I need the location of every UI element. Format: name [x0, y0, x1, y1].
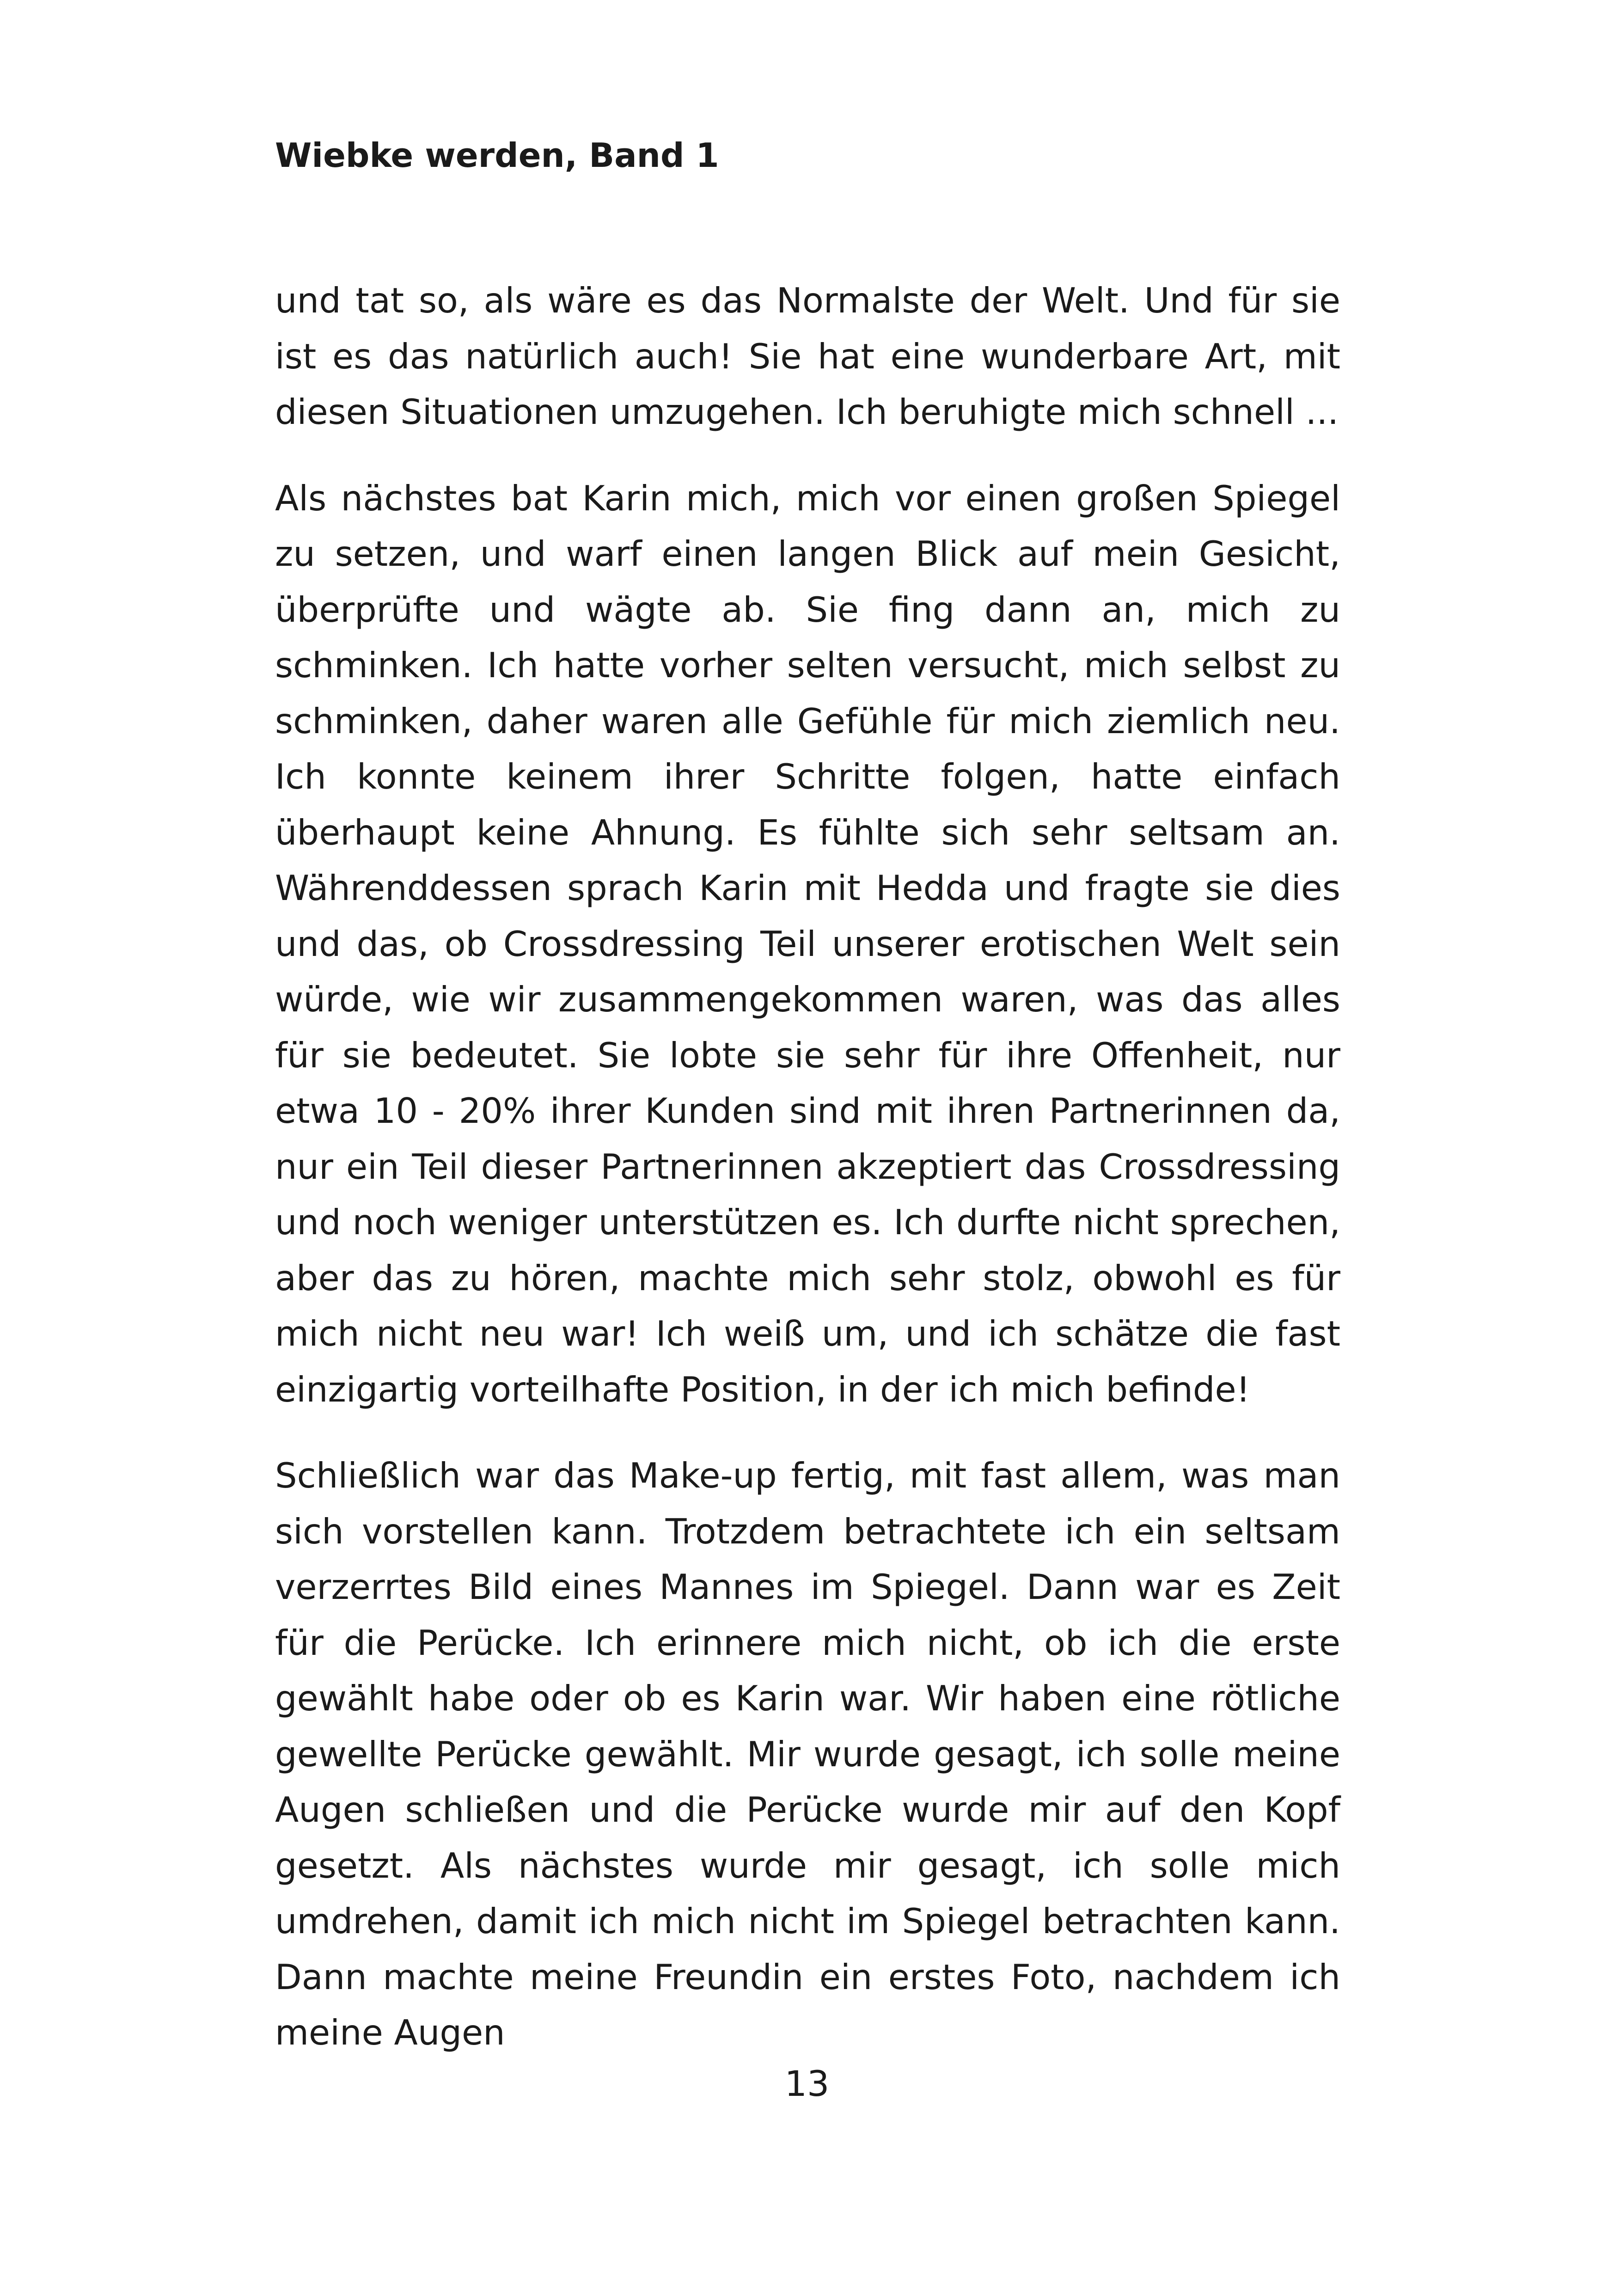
- running-header: Wiebke werden, Band 1: [275, 136, 719, 175]
- page-number: 13: [784, 2063, 830, 2104]
- paragraph-2: Als nächstes bat Karin mich, mich vor einen großen Spiegel zu setzen, und warf einen langen Blick auf mein Gesicht, überprüfte und wägte ab. Sie fing dann an, mich zu schminken. Ich hatte vorher selten versucht, mich selbst zu schminken, daher waren alle Gefühle für mich ziemlich neu. Ich konnte keinem ihrer Schritte folgen, hatte einfach überhaupt keine Ahnung. Es fühlte sich sehr seltsam an. Währenddessen sprach Karin mit Hedda und fragte sie dies und das, ob Crossdressing Teil unserer erotischen Welt sein würde, wie wir zusammengekommen waren, was das alles für sie bedeutet. Sie lobte sie sehr für ihre Offenheit, nur etwa 10 - 20% ihrer Kunden sind mit ihren Partnerinnen da, nur ein Teil dieser Partnerinnen akzeptiert das Crossdressing und noch weniger unterstützen es. Ich durfte nicht sprechen, aber das zu hören, machte mich sehr stolz, obwohl es für mich nicht neu war! Ich weiß um, und ich schätze die fast einzigartig vorteilhafte Position, in der ich mich befinde!: [275, 478, 1340, 1410]
- body-text: [275, 273, 1340, 2061]
- paragraph-1: und tat so, als wäre es das Normalste der Welt. Und für sie ist es das natürlich auch! Sie hat eine wunderbare Art, mit diesen Situationen umzugehen. Ich beruhigte mich schnell ...: [275, 280, 1340, 432]
- paragraph-3: Schließlich war das Make-up fertig, mit fast allem, was man sich vorstellen kann. Trotzdem betrachtete ich ein seltsam verzerrtes Bild eines Mannes im Spiegel. Dann war es Zeit für die Perücke. Ich erinnere mich nicht, ob ich die erste gewählt habe oder ob es Karin war. Wir haben eine rötliche gewellte Perücke gewählt. Mir wurde gesagt, ich solle meine Augen schließen und die Perücke wurde mir auf den Kopf gesetzt. Als nächstes wurde mir gesagt, ich solle mich umdrehen, damit ich mich nicht im Spiegel betrachten kann. Dann machte meine Freundin ein erstes Foto, nachdem ich meine Augen: [275, 1455, 1340, 2053]
